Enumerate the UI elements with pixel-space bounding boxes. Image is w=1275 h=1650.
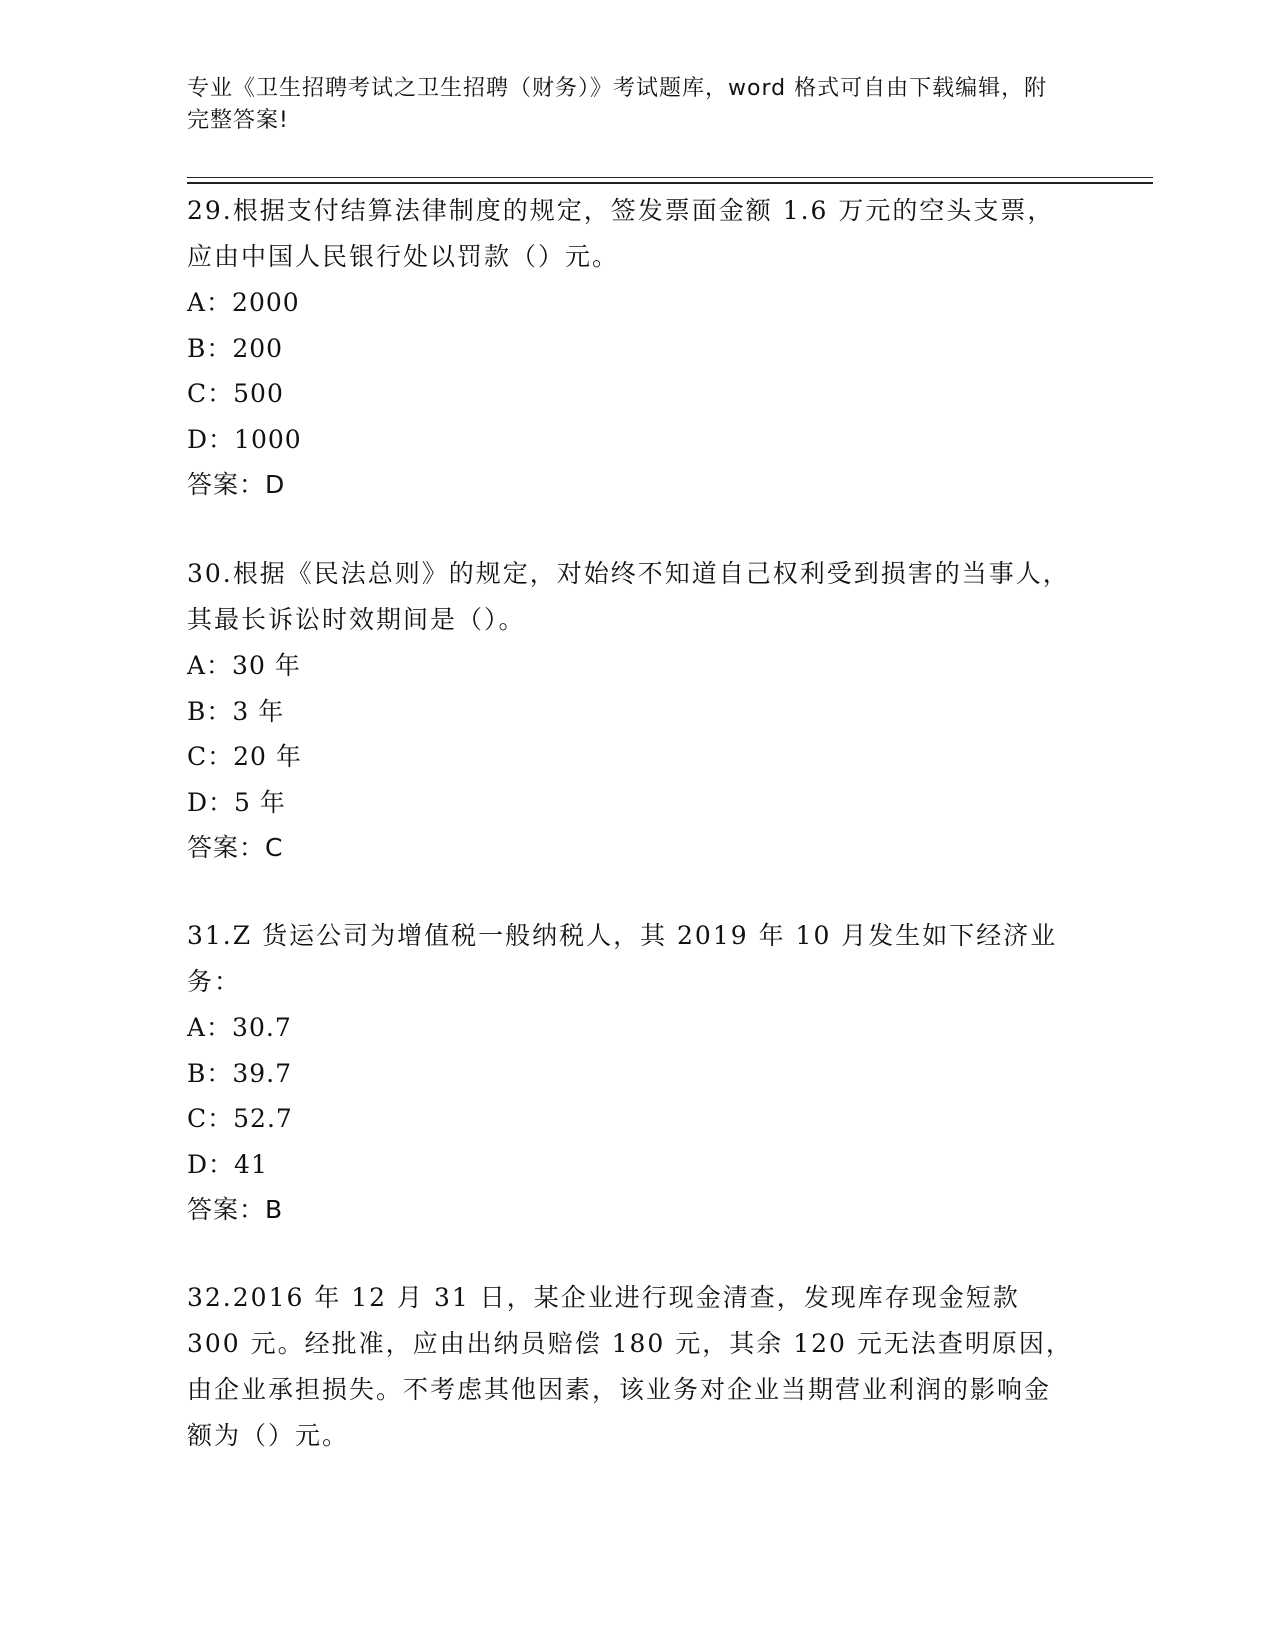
option-d: D：1000 <box>187 424 302 454</box>
answer-line: 答案：C <box>187 833 284 862</box>
document-header: 专业《卫生招聘考试之卫生招聘（财务）》考试题库，word 格式可自由下载编辑，附完整答案! <box>187 76 1048 133</box>
answer-line: 答案：B <box>187 1195 284 1224</box>
header-divider-thin <box>187 177 1153 178</box>
option-b: B：39.7 <box>187 1058 293 1088</box>
option-a: A：30 年 <box>187 651 301 680</box>
question-stem: 30.根据《民法总则》的规定，对始终不知道自己权利受到损害的当事人，其最长诉讼时效期间是（）。 <box>187 559 1070 634</box>
option-b: B：3 年 <box>187 696 285 726</box>
option-b: B：200 <box>187 333 284 363</box>
question-stem: 31.Z 货运公司为增值税一般纳税人，其 2019 年 10 月发生如下经济业务： <box>187 921 1058 996</box>
option-c: C：52.7 <box>187 1104 293 1133</box>
answer-line: 答案：D <box>187 470 286 499</box>
question-30 <box>187 551 1077 871</box>
option-a: A：30.7 <box>187 1013 292 1042</box>
header-divider-thick <box>187 182 1153 184</box>
question-stem: 29.根据支付结算法律制度的规定，签发票面金额 1.6 万元的空头支票，应由中国人民银行处以罚款（）元。 <box>187 196 1055 271</box>
option-c: C：20 年 <box>187 742 302 771</box>
question-31 <box>187 913 1077 1233</box>
option-d: D：5 年 <box>187 787 286 817</box>
question-29 <box>187 188 1077 508</box>
question-stem: 32.2016 年 12 月 31 日，某企业进行现金清查，发现库存现金短款 300 元。经批准，应由出纳员赔偿 180 元，其余 120 元无法查明原因，由企业承担损失。不考虑其他因素，该业务对企业当期营业利润的影响金额为（）元。 <box>187 1283 1073 1450</box>
question-32 <box>187 1275 1077 1459</box>
option-c: C：500 <box>187 379 284 408</box>
option-a: A：2000 <box>187 288 300 317</box>
option-d: D：41 <box>187 1149 268 1179</box>
